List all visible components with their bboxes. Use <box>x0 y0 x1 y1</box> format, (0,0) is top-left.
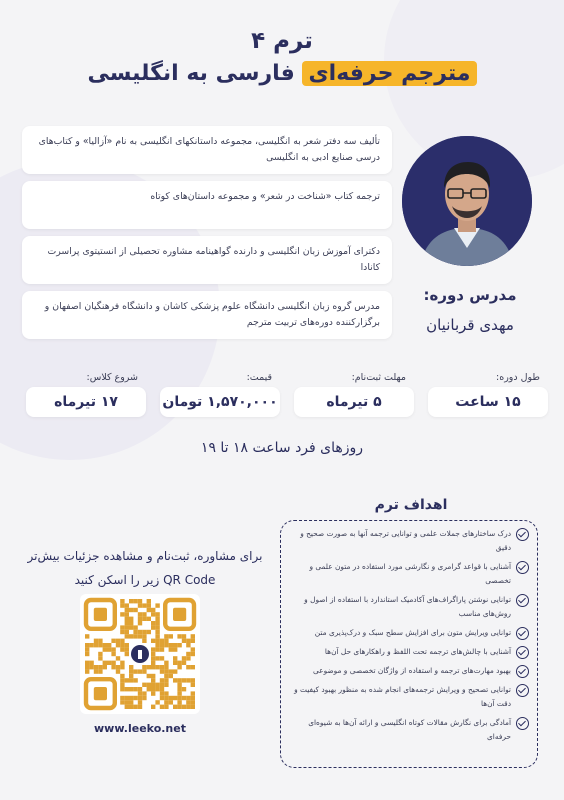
qr-code[interactable] <box>80 594 200 714</box>
info-duration <box>428 372 548 417</box>
goal-item <box>291 560 529 588</box>
teacher-photo <box>402 136 532 266</box>
course-title <box>0 58 564 90</box>
goal-item <box>291 683 529 711</box>
check-icon <box>516 528 529 541</box>
info-price <box>160 372 280 417</box>
info-label: شروع کلاس: <box>86 372 138 383</box>
goal-text: توانایی تصحیح و ویرایش ترجمه‌های انجام شده به منظور بهبود کیفیت و دقت آن‌ها <box>294 685 511 708</box>
goal-text: درک ساختارهای جملات علمی و توانایی ترجمه آنها به صورت صحیح و دقیق <box>300 529 511 552</box>
bio-item: ترجمه کتاب «شناخت در شعر» و مجموعه داستان‌های کوتاه <box>22 181 392 229</box>
goal-text: بهبود مهارت‌های ترجمه و استفاده از واژگان تخصصی و موضوعی <box>313 666 511 675</box>
check-icon <box>516 627 529 640</box>
teacher-name: مهدی قربانیان <box>426 316 514 334</box>
teacher-bio-list <box>22 126 392 346</box>
goal-text: آشنایی با چالش‌های ترجمه تحت اللفظ و راهکارهای حل آن‌ها <box>324 647 511 656</box>
goal-item <box>291 593 529 621</box>
header <box>0 26 564 90</box>
cta-text <box>16 544 274 592</box>
info-value: ۵ تیرماه <box>294 387 414 417</box>
goals-title: اهداف ترم <box>374 497 448 513</box>
class-schedule: روزهای فرد ساعت ۱۸ تا ۱۹ <box>200 440 364 456</box>
info-value: ۱۵ ساعت <box>428 387 548 417</box>
info-value: ۱۷ تیرماه <box>26 387 146 417</box>
check-icon <box>516 717 529 730</box>
cta-line: QR Code زیر را اسکن کنید <box>74 573 216 587</box>
info-value: ۱,۵۷۰,۰۰۰ تومان <box>160 387 280 417</box>
website-link[interactable]: www.leeko.net <box>94 722 186 735</box>
goal-item <box>291 716 529 744</box>
goal-item <box>291 626 529 640</box>
course-title-highlight: مترجم حرفه‌ای <box>302 61 476 86</box>
check-icon <box>516 561 529 574</box>
goal-text: آمادگی برای نگارش مقالات کوتاه انگلیسی و ارائه آن‌ها به شیوه‌ای حرفه‌ای <box>308 718 511 741</box>
check-icon <box>516 646 529 659</box>
info-deadline <box>294 372 414 417</box>
check-icon <box>516 594 529 607</box>
teacher-label: مدرس دوره: <box>423 286 517 304</box>
qr-code-image <box>80 594 200 714</box>
term-label: ترم ۴ <box>251 28 313 54</box>
info-label: طول دوره: <box>496 372 540 383</box>
goal-text: توانایی نوشتن پاراگراف‌های آکادمیک استاندارد با استفاده از اصول و روش‌های مناسب <box>304 595 511 618</box>
check-icon <box>516 684 529 697</box>
goal-text: آشنایی با قواعد گرامری و نگارشی مورد استفاده در متون علمی و تخصصی <box>309 562 511 585</box>
goal-item <box>291 664 529 678</box>
info-start <box>26 372 146 417</box>
bio-item: دکترای آموزش زبان انگلیسی و دارنده گواهینامه مشاوره تحصیلی از انستیتوی پراسرت کانادا <box>22 236 392 284</box>
goal-item <box>291 527 529 555</box>
goal-text: توانایی ویرایش متون برای افزایش سطح سبک و درک‌پذیری متن <box>314 628 511 637</box>
info-label: مهلت ثبت‌نام: <box>351 372 406 383</box>
check-icon <box>516 665 529 678</box>
info-label: قیمت: <box>246 372 272 383</box>
bio-item: تألیف سه دفتر شعر به انگلیسی، مجموعه داستانکهای انگلیسی به نام «آزالیا» و کتاب‌های درسی صنایع ادبی به انگلیسی <box>22 126 392 174</box>
course-title-rest: فارسی به انگلیسی <box>87 61 303 86</box>
goals-list <box>280 520 538 768</box>
bio-item: مدرس گروه زبان انگلیسی دانشگاه علوم پزشکی کاشان و دانشگاه فرهنگیان اصفهان و برگزارکننده دوره‌های تربیت مترجم <box>22 291 392 339</box>
cta-line: برای مشاوره، ثبت‌نام و مشاهده جزئیات بیش‌تر <box>27 549 263 563</box>
teacher-avatar <box>402 136 532 266</box>
goal-item <box>291 645 529 659</box>
